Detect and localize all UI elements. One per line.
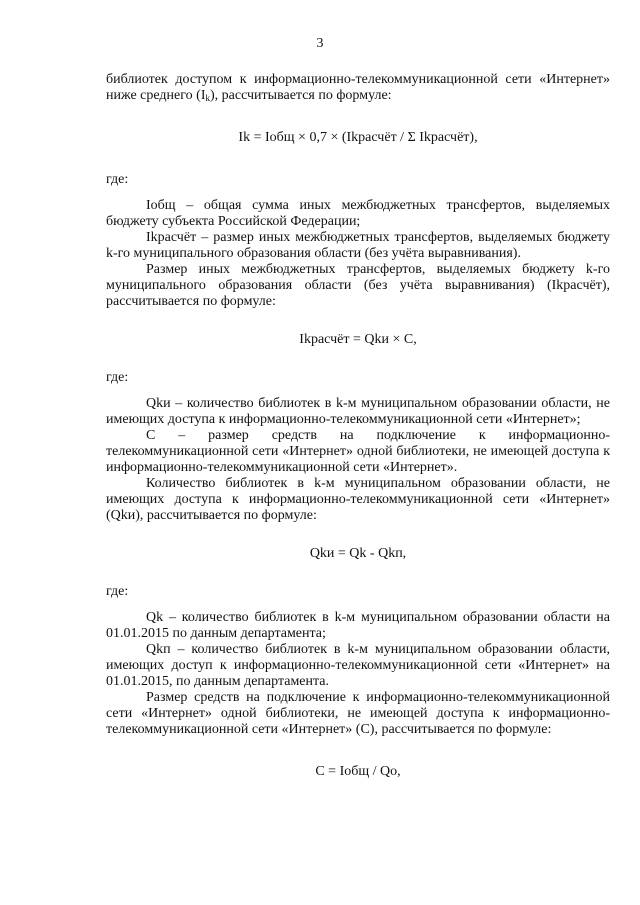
paragraph-intro-tail: ), рассчитывается по формуле: <box>209 88 392 103</box>
paragraph-c-formula-intro: Размер средств на подключение к информационно-телекоммуникационной сети «Интернет» одной библиотеки, не имеющей доступа к информационно-телекоммуникационной сети «Интернет» (С), рассчитывается по формуле: <box>106 690 610 737</box>
definition-qkp: Qkп – количество библиотек в k-м муниципальном образовании области, имеющих доступ к информационно-телекоммуникационной сети «Интернет» на 01.01.2015, по данным департамента. <box>106 642 610 689</box>
definition-ikraschet: Ikрасчёт – размер иных межбюджетных трансфертов, выделяемых бюджету k-го муниципального образования области (без учёта выравнивания). <box>106 230 610 261</box>
paragraph-intro-text: библиотек доступом к информационно-телекоммуникационной сети «Интернет» ниже среднего (I <box>106 72 610 103</box>
paragraph-intro-sub: k <box>205 93 210 103</box>
document-body <box>106 72 610 780</box>
definition-c: С – размер средств на подключение к информационно-телекоммуникационной сети «Интернет» одной библиотеки, не имеющей доступа к информационно-телекоммуникационной сети «Интернет». <box>106 428 610 475</box>
paragraph-ikraschet-formula-intro: Размер иных межбюджетных трансфертов, выделяемых бюджету k-го муниципального образования области (без учёта выравнивания) (Ikрасчёт), рассчитывается по формуле: <box>106 262 610 309</box>
where-label: где: <box>106 584 129 599</box>
definition-iobsch: Iобщ – общая сумма иных межбюджетных трансфертов, выделяемых бюджету субъекта Российской Федерации; <box>106 198 610 229</box>
page-number: 3 <box>316 36 324 51</box>
formula-qki: Qkи = Qk - Qkп, <box>309 546 407 561</box>
formula-ikraschet: Ikрасчёт = Qkи × C, <box>299 332 417 347</box>
definition-qki: Qkи – количество библиотек в k-м муниципальном образовании области, не имеющих доступа к информационно-телекоммуникационной сети «Интернет»; <box>106 396 610 427</box>
where-label: где: <box>106 172 129 187</box>
where-label: где: <box>106 370 129 385</box>
paragraph-intro <box>106 72 610 104</box>
paragraph-qki-formula-intro: Количество библиотек в k-м муниципальном образовании области, не имеющих доступа к информационно-телекоммуникационной сети «Интернет» (Qkи), рассчитывается по формуле: <box>106 476 610 523</box>
definition-qk: Qk – количество библиотек в k-м муниципальном образовании области на 01.01.2015 по данным департамента; <box>106 610 610 641</box>
formula-c: С = Iобщ / Qо, <box>315 764 401 779</box>
formula-ik: Ik = Iобщ × 0,7 × (Ikрасчёт / Σ Ikрасчёт), <box>238 130 478 145</box>
